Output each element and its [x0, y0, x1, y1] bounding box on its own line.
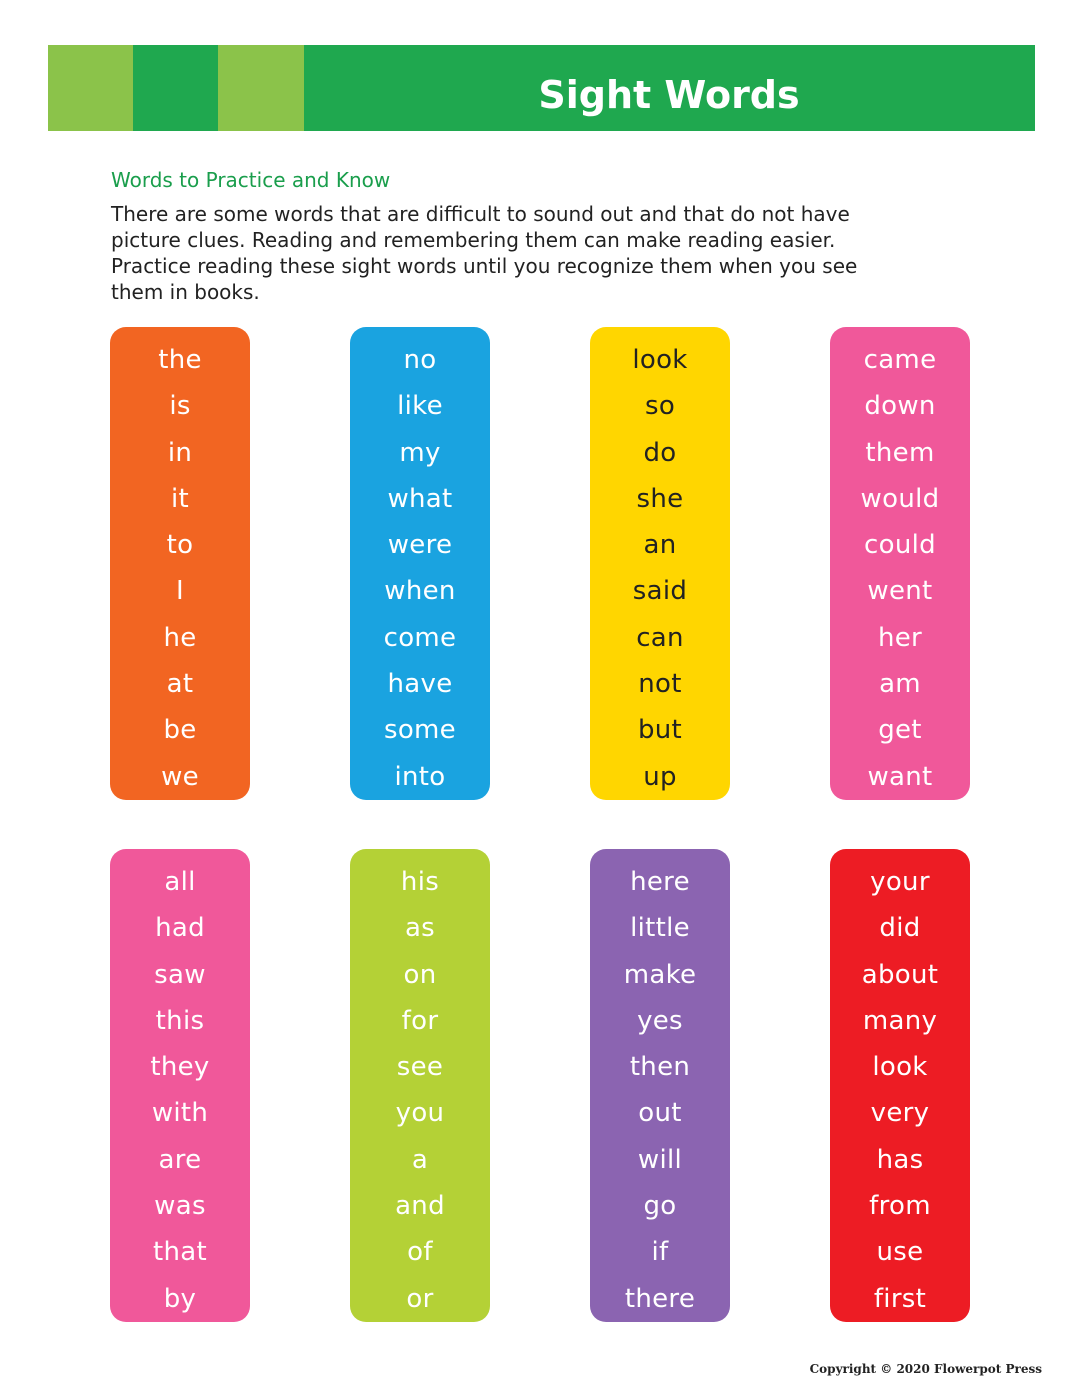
- sight-word: is: [169, 391, 191, 422]
- sight-word: I: [176, 576, 184, 607]
- sight-word: there: [624, 1283, 696, 1314]
- banner-accent-block: [48, 45, 133, 131]
- intro-line: them in books.: [111, 280, 260, 304]
- sight-word: like: [397, 391, 443, 422]
- sight-word: was: [154, 1191, 206, 1222]
- sight-word: so: [644, 391, 676, 422]
- sight-word: for: [401, 1005, 439, 1036]
- word-card-8: [830, 849, 970, 1322]
- sight-word: he: [163, 622, 197, 653]
- sight-word: many: [862, 1005, 938, 1036]
- sight-word: have: [387, 669, 453, 700]
- sight-word: went: [867, 576, 933, 607]
- sight-word: some: [384, 715, 456, 746]
- sight-word: on: [403, 959, 437, 990]
- intro-line: Practice reading these sight words until you recognize them when you see: [111, 254, 858, 278]
- intro-line: picture clues. Reading and remembering them can make reading easier.: [111, 228, 836, 252]
- sight-word: and: [395, 1191, 445, 1222]
- sight-word: said: [632, 576, 688, 607]
- sight-word: you: [395, 1098, 445, 1129]
- sight-word: to: [166, 530, 194, 561]
- sight-word: go: [643, 1191, 677, 1222]
- sight-word: has: [876, 1144, 924, 1175]
- sight-word: make: [623, 959, 697, 990]
- word-card-7: [590, 849, 730, 1322]
- sight-word: when: [384, 576, 456, 607]
- sight-word: very: [870, 1098, 930, 1129]
- header-banner: [48, 45, 1035, 131]
- sight-word: were: [387, 530, 453, 561]
- sight-word: would: [860, 483, 940, 514]
- sight-word: look: [632, 345, 688, 375]
- sight-word: we: [161, 761, 199, 792]
- section-subheading: Words to Practice and Know: [111, 168, 391, 192]
- sight-word: no: [403, 345, 437, 375]
- page-title: Sight Words: [538, 73, 800, 117]
- sight-word: out: [638, 1098, 682, 1129]
- banner-accent-block: [218, 45, 304, 131]
- sight-word: then: [629, 1052, 691, 1083]
- sight-word: will: [637, 1144, 683, 1175]
- sight-word: they: [150, 1052, 210, 1083]
- sight-word: this: [155, 1005, 205, 1036]
- word-card-4: [830, 327, 970, 800]
- sight-word: the: [158, 345, 202, 375]
- sight-word: his: [400, 867, 440, 897]
- word-card-6: [350, 849, 490, 1322]
- sight-word: had: [155, 913, 205, 944]
- sight-word: as: [404, 913, 436, 944]
- sight-word: my: [399, 437, 441, 468]
- word-card-5: [110, 849, 250, 1322]
- sight-word: a: [411, 1144, 429, 1175]
- sight-word: be: [163, 715, 197, 746]
- sight-word: came: [863, 345, 937, 375]
- sight-word: are: [158, 1144, 202, 1175]
- sight-word: come: [383, 622, 457, 653]
- word-card-3: [590, 327, 730, 800]
- sight-word: did: [879, 913, 921, 944]
- sight-word: but: [637, 715, 683, 746]
- sight-word: that: [153, 1237, 207, 1268]
- sight-word: not: [638, 669, 682, 700]
- sight-word: look: [872, 1052, 928, 1083]
- sight-word: first: [873, 1283, 927, 1314]
- word-card-2: [350, 327, 490, 800]
- word-card-1: [110, 327, 250, 800]
- sight-word: with: [151, 1098, 209, 1129]
- sight-word: here: [630, 867, 690, 897]
- sight-word: use: [876, 1237, 924, 1268]
- sight-word: can: [636, 622, 684, 653]
- sight-word: them: [865, 437, 935, 468]
- copyright-footer: Copyright © 2020 Flowerpot Press: [809, 1362, 1042, 1376]
- sight-word: see: [396, 1052, 444, 1083]
- sight-word: about: [861, 959, 939, 990]
- sight-word: from: [869, 1191, 931, 1222]
- sight-word: your: [870, 867, 930, 897]
- sight-word: could: [864, 530, 936, 561]
- sight-word: if: [651, 1237, 669, 1268]
- sight-word: saw: [154, 959, 206, 990]
- sight-word: it: [170, 483, 190, 514]
- intro-paragraph: [111, 201, 941, 305]
- sight-word: into: [394, 761, 446, 792]
- sight-word: up: [643, 761, 677, 792]
- sight-word: yes: [637, 1005, 683, 1036]
- sight-word: by: [163, 1283, 197, 1314]
- intro-line: There are some words that are difficult to sound out and that do not have: [111, 202, 850, 226]
- sight-word: of: [407, 1237, 433, 1268]
- sight-word: her: [877, 622, 923, 653]
- sight-word: or: [406, 1283, 434, 1314]
- sight-word: want: [867, 761, 933, 792]
- sight-word: am: [879, 669, 921, 700]
- sight-word: get: [878, 715, 922, 746]
- sight-word: in: [167, 437, 193, 468]
- sight-word: she: [636, 483, 684, 514]
- sight-word: do: [643, 437, 677, 468]
- sight-word: down: [864, 391, 936, 422]
- sight-word: what: [387, 483, 453, 514]
- sight-word: at: [166, 669, 194, 700]
- sight-word: little: [630, 913, 690, 944]
- sight-word: an: [643, 530, 677, 561]
- sight-word: all: [164, 867, 196, 897]
